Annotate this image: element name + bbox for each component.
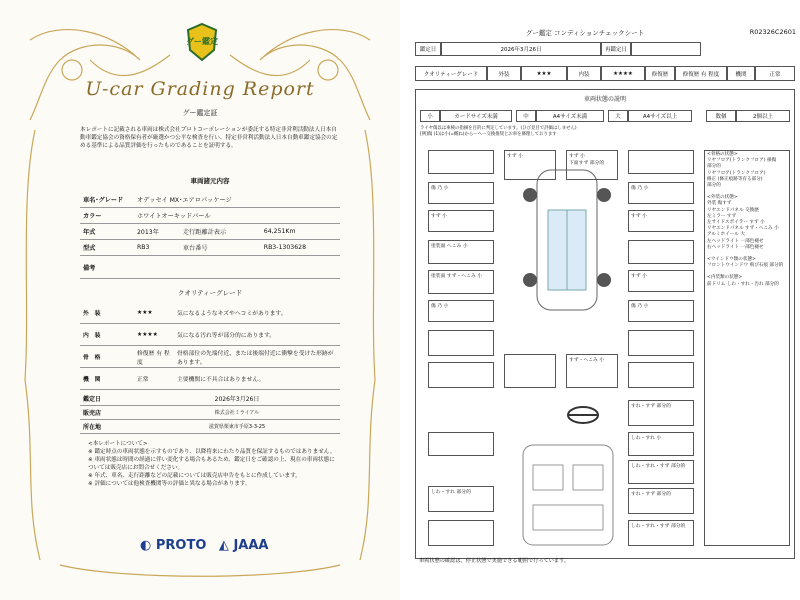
repair-label: 修復歴 — [645, 66, 675, 81]
ext-label: 外装 — [487, 66, 521, 81]
model-value: オデッセイ MX･エアロパッケージ — [134, 192, 340, 208]
notes-title: <本レポートについて> — [88, 441, 148, 447]
damage-box: しわ・すれ 小 — [628, 432, 694, 456]
damage-box: すず 小 — [428, 210, 494, 232]
grade-stars: 正常 — [134, 368, 174, 390]
wheel-icon — [523, 188, 537, 202]
damage-box: しわ・すれ 部分的 — [428, 486, 494, 512]
year-label: 年式 — [80, 224, 134, 240]
quality-grade-heading: クオリティーグレード — [177, 289, 243, 297]
table-row — [80, 346, 340, 368]
proto-logo-icon: ◐ — [140, 538, 152, 553]
year-value: 2013年 — [134, 224, 180, 240]
color-label: カラー — [80, 208, 134, 224]
damage-box — [428, 330, 494, 356]
mileage-label: 走行距離計表示 — [180, 224, 261, 240]
condition-legend — [704, 150, 790, 546]
size-value: A4サイズ未満 — [536, 110, 604, 122]
dealer-value: 株式会社ミライアル — [134, 406, 340, 420]
grade-stars: 修復歴 有 程度 — [134, 346, 174, 368]
date-value: 2026年3月26日 — [441, 42, 601, 56]
repair-value: 修復歴 有 程度 — [675, 66, 727, 81]
table-row — [80, 240, 340, 256]
jaaa-logo-icon: ◭ — [218, 538, 229, 553]
date-label: 鑑定日 — [415, 42, 441, 56]
grade-desc: 気になる汚れ等が部分的にあります。 — [174, 324, 340, 346]
grade-stars: ★★★★ — [134, 324, 174, 346]
table-row — [80, 406, 340, 420]
recheck-label: 再鑑定日 — [601, 42, 631, 56]
damage-box: 傷 乃 小 — [628, 182, 694, 204]
wheel-icon — [523, 273, 537, 287]
damage-box: 塗装面 へこみ 小 — [428, 240, 494, 264]
damage-box: すず 小 下面すず 部分的 — [566, 150, 618, 180]
remarks-value — [134, 256, 340, 279]
quality-grade-table — [80, 302, 340, 390]
date-label: 鑑定日 — [80, 392, 134, 406]
dealer-label: 販売店 — [80, 406, 134, 420]
wheel-icon — [597, 188, 611, 202]
report-notes — [88, 440, 338, 488]
size-value: A4サイズ以上 — [628, 110, 692, 122]
note-item: ※ 車両状態は時間の経過に伴い変化する場合もあるため、鑑定日をご確認の上、現在の車両状態については販売店にお問合せください。 — [88, 457, 335, 471]
damage-box: すれ・すず 部分的 — [628, 488, 694, 514]
damage-box: しわ・すれ・すず 部分的 — [628, 460, 694, 484]
damage-box: 塗装面 すず・へこみ 小 — [428, 270, 494, 294]
address-label: 所在地 — [80, 420, 134, 434]
damage-box — [504, 354, 556, 388]
proto-logo: PROTO — [155, 538, 207, 553]
condition-check-sheet — [405, 0, 800, 600]
report-title: U-car Grading Report — [85, 78, 315, 100]
report-subtitle: グー鑑定証 — [182, 109, 218, 117]
chassis-label: 車台番号 — [180, 240, 261, 256]
note-line-1: ライヤ傷以は車検の指摘を目的に判定しています。(ひび見目で評価はしません) — [420, 126, 577, 131]
grade-label: 骨 格 — [80, 346, 134, 368]
size-key: 大 — [608, 110, 628, 122]
table-row — [80, 392, 340, 406]
int-label: 内装 — [567, 66, 601, 81]
section-title: 車両状態の説明 — [583, 96, 626, 103]
damage-box — [628, 240, 694, 264]
condition-section — [415, 89, 795, 559]
ext-value: ★★★ — [521, 66, 567, 81]
grade-label: 機 関 — [80, 368, 134, 390]
damage-box — [428, 432, 494, 456]
damage-box — [628, 362, 694, 388]
size-value: 2個以上 — [736, 110, 790, 122]
mileage-value: 64,251Km — [261, 224, 340, 240]
sheet-footer: 車両状態の確認は、停止状態で実施できる範囲で行っています。 — [419, 558, 570, 564]
grade-label: 内 装 — [80, 324, 134, 346]
damage-box — [628, 150, 694, 174]
size-key: 小 — [420, 110, 440, 122]
damage-box: すず 小 — [504, 150, 556, 180]
size-key: 数個 — [706, 110, 736, 122]
damage-box — [428, 362, 494, 388]
goo-kantei-badge-icon — [185, 22, 219, 62]
note-item: ※ 鑑定時点の車両状態を示すものであり、以降将来にわたり品質を保証するものではありません。 — [88, 449, 336, 455]
address-value: 滋賀県栗東市手原3-3-25 — [134, 420, 340, 434]
table-row — [80, 420, 340, 434]
size-value: カードサイズ未満 — [440, 110, 512, 122]
damage-box: すれ・すず 部分的 — [628, 400, 694, 426]
damage-box — [428, 520, 494, 546]
grade-desc: 骨格部位の先端付近、または後端付近に衝撃を受けた形跡があります。 — [174, 346, 340, 368]
table-row — [80, 302, 340, 324]
engine-value: 正常 — [755, 66, 795, 81]
damage-box: 傷 乃 小 — [428, 300, 494, 322]
chassis-value: RB3-1303628 — [261, 240, 340, 256]
damage-box — [628, 330, 694, 356]
table-row — [80, 192, 340, 208]
model-label: 車名･グレード — [80, 192, 134, 208]
type-label: 型式 — [80, 240, 134, 256]
wheel-icon — [597, 273, 611, 287]
note-item: ※ 年式、車名、走行距離などの記載については販売店申告をもとに作成しています。 — [88, 473, 301, 479]
damage-box: 傷 乃 小 — [628, 300, 694, 322]
intro-text: 本レポートに記載される車両は株式会社プロトコーポレーションが委託する特定非営利活動法人日本自動車鑑定協会の資格保有者が厳選かつ公平な検査を行い、特定非営利活動法人日本自動車鑑定協会の定める基準による品質評価を行ったものであることを証明する。 — [80, 127, 338, 149]
damage-box: すず 小 — [628, 210, 694, 232]
damage-box: すず 小 — [628, 270, 694, 292]
date-value: 2026年3月26日 — [134, 392, 340, 406]
engine-label: 機関 — [727, 66, 755, 81]
issue-table — [80, 392, 340, 434]
damage-box: しわ・すれ・すず 部分的 — [628, 520, 694, 546]
damage-box: すず・へこみ 小 — [566, 354, 618, 388]
table-row — [80, 368, 340, 390]
table-row — [80, 208, 340, 224]
recheck-value — [631, 42, 701, 56]
grade-label: クオリティーグレード — [415, 66, 487, 81]
table-row — [80, 224, 340, 240]
spec-table — [80, 192, 340, 279]
logo-area — [140, 538, 300, 553]
jaaa-logo: JAAA — [233, 538, 269, 553]
damage-box: 傷 乃 小 — [428, 182, 494, 204]
note-line-2: [例]傷 (1)は小(=概ね)からーヘー交換推奨とお車を修理しております — [420, 132, 557, 137]
damage-box — [428, 150, 494, 174]
grade-stars: ★★★ — [134, 302, 174, 324]
note-item: ※ 評価については他検査機関等の評価と異なる場合があります。 — [88, 481, 251, 487]
sheet-title: グー鑑定 コンディションチェックシート — [525, 29, 645, 37]
int-value: ★★★★ — [601, 66, 645, 81]
grade-desc: 気になるようなキズやヘコミがあります。 — [174, 302, 340, 324]
grade-desc: 主要機関に不具合はありません。 — [174, 368, 340, 390]
size-key: 中 — [516, 110, 536, 122]
legend-frame: <骨格の状態> リヤフロア(トランクフロア) 損傷 部分的 リヤフロア(トランクフロア) 修正 (修正痕跡等有る部分) 部分的 <外装の状態> 外装 傷すず リヤエンドパネル 交換歴 左ミラー すず 左サイドスポイラー すず 小 リヤエンドパネル すず・へこみ 小 アルミホイール 大 左ヘッドライト 一部色褪せ 右ヘッドライト 一部色褪せ <ウインドウ類の状態> フロントウインドウ 飛び石痕 部分的 <内装類の状態> 前ドリム しわ・すれ・汚れ 部分的 — [707, 152, 784, 287]
table-row — [80, 324, 340, 346]
spec-heading: 車両諸元内容 — [190, 177, 230, 185]
badge-text: グー鑑定 — [186, 37, 218, 46]
grade-label: 外 装 — [80, 302, 134, 324]
sheet-id: R02326C2601 — [749, 28, 796, 36]
table-row — [80, 256, 340, 279]
type-value: RB3 — [134, 240, 180, 256]
remarks-label: 備考 — [80, 256, 134, 279]
color-value: ホワイトオーキッドパール — [134, 208, 340, 224]
car-interior-diagram — [508, 440, 628, 550]
steering-wheel-icon — [566, 405, 600, 425]
